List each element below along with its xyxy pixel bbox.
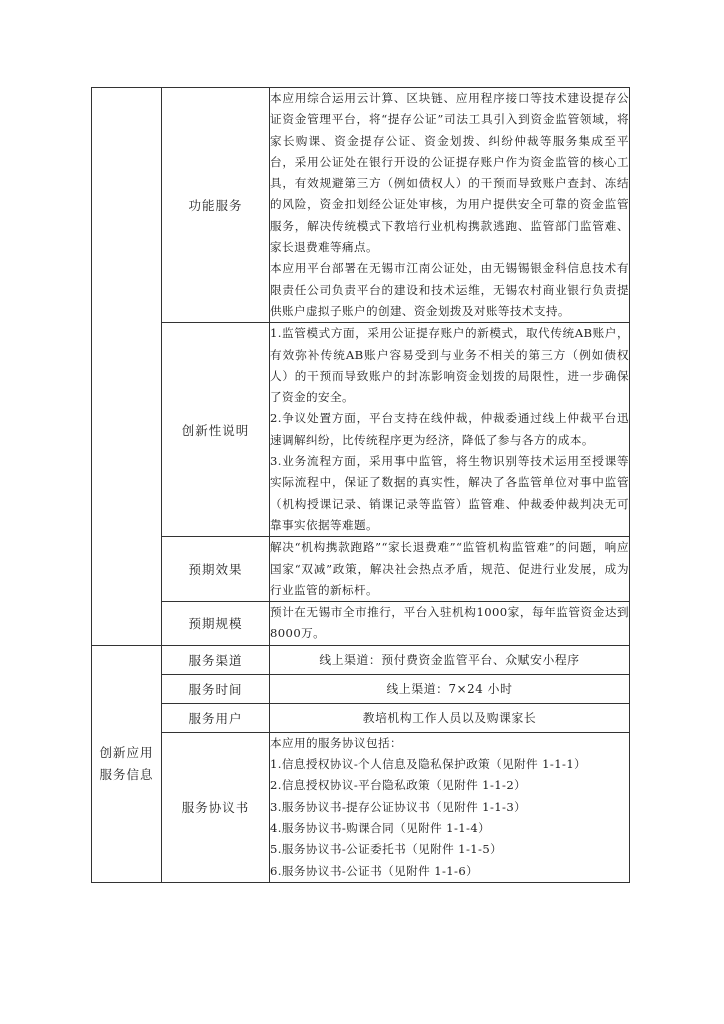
- agreement-item: 1.信息授权协议-个人信息及隐私保护政策（见附件 1-1-1）: [270, 757, 587, 772]
- row-service-time: [92, 674, 630, 703]
- row-innovation: [92, 323, 630, 537]
- function-service-content: [270, 88, 630, 323]
- innovation-item: 3.业务流程方面，采用事中监管，将生物识别等技术运用至授课等实际流程中，保证了数据的真实性，解决了各监管单位对事中监管（机构授课记录、销课记录等监管）监管难、仲裁委仲裁判决无可靠事实依据等难题。: [270, 454, 629, 532]
- agreement-item: 6.服务协议书-公证书（见附件 1-1-6）: [270, 863, 479, 878]
- service-channel-label: 服务渠道: [162, 645, 270, 674]
- innovation-label: 创新性说明: [162, 323, 270, 537]
- service-users-label: 服务用户: [162, 703, 270, 732]
- service-agreements-content: [270, 732, 630, 882]
- row-expected-scale: [92, 602, 630, 646]
- service-time-label: 服务时间: [162, 674, 270, 703]
- row-service-agreements: [92, 732, 630, 882]
- function-service-paragraph: 本应用平台部署在无锡市江南公证处，由无锡锡银金科信息技术有限责任公司负责平台的建设和技术运维，无锡农村商业银行负责提供账户虚拟子账户的创建、资金划拨及对账等技术支持。: [270, 261, 629, 318]
- function-service-label: 功能服务: [162, 88, 270, 323]
- agreement-item: 3.服务协议书-提存公证协议书（见附件 1-1-3）: [270, 799, 527, 814]
- expected-effect-label: 预期效果: [162, 537, 270, 602]
- group-label-line: 服务信息: [99, 766, 154, 782]
- service-time-value: 线上渠道：7×24 小时: [270, 674, 630, 703]
- row-service-users: [92, 703, 630, 732]
- row-function-service: [92, 88, 630, 323]
- expected-effect-content: 解决“机构携款跑路”“家长退费难”“监管机构监管难”的问题，响应国家“双减”政策，解决社会热点矛盾，规范、促进行业发展，成为行业监管的新标杆。: [270, 537, 630, 602]
- row-service-channel: [92, 645, 630, 674]
- service-info-group-label: [92, 645, 162, 882]
- group-label-line: 创新应用: [99, 744, 154, 760]
- agreement-item: 4.服务协议书-购课合同（见附件 1-1-4）: [270, 820, 491, 835]
- expected-scale-label: 预期规模: [162, 602, 270, 646]
- service-info-table: [91, 87, 630, 883]
- service-users-value: 教培机构工作人员以及购课家长: [270, 703, 630, 732]
- expected-scale-content: 预计在无锡市全市推行，平台入驻机构1000家，每年监管资金达到8000万。: [270, 602, 630, 646]
- innovation-item: 2.争议处置方面，平台支持在线仲裁，仲裁委通过线上仲裁平台迅速调解纠纷，比传统程序更为经济，降低了参与各方的成本。: [270, 411, 629, 447]
- service-channel-value: 线上渠道：预付费资金监管平台、众赋安小程序: [270, 645, 630, 674]
- blank-group-cell: [92, 88, 162, 646]
- service-agreements-label: 服务协议书: [162, 732, 270, 882]
- innovation-item: 1.监管模式方面，采用公证提存账户的新模式，取代传统AB账户，有效弥补传统AB账户容易受到与业务不相关的第三方（例如债权人）的干预而导致账户的封冻影响资金划拨的局限性，进一步确保了资金的安全。: [270, 326, 629, 405]
- innovation-content: [270, 323, 630, 537]
- row-expected-effect: [92, 537, 630, 602]
- agreement-item: 2.信息授权协议-平台隐私政策（见附件 1-1-2）: [270, 778, 527, 793]
- agreements-intro: 本应用的服务协议包括：: [270, 735, 402, 750]
- agreement-item: 5.服务协议书-公证委托书（见附件 1-1-5）: [270, 842, 503, 857]
- function-service-paragraph: 本应用综合运用云计算、区块链、应用程序接口等技术建设提存公证资金管理平台，将“提存公证”司法工具引入到资金监管领域，将家长购课、资金提存公证、资金划拨、纠纷仲裁等服务集成至平台，采用公证处在银行开设的公证提存账户作为资金监管的核心工具，有效规避第三方（例如债权人）的干预而导致账户查封、冻结的风险，资金扣划经公证处审核，为用户提供安全可靠的资金监管服务，解决传统模式下教培行业机构携款逃跑、监管部门监管难、家长退费难等痛点。: [270, 91, 629, 255]
